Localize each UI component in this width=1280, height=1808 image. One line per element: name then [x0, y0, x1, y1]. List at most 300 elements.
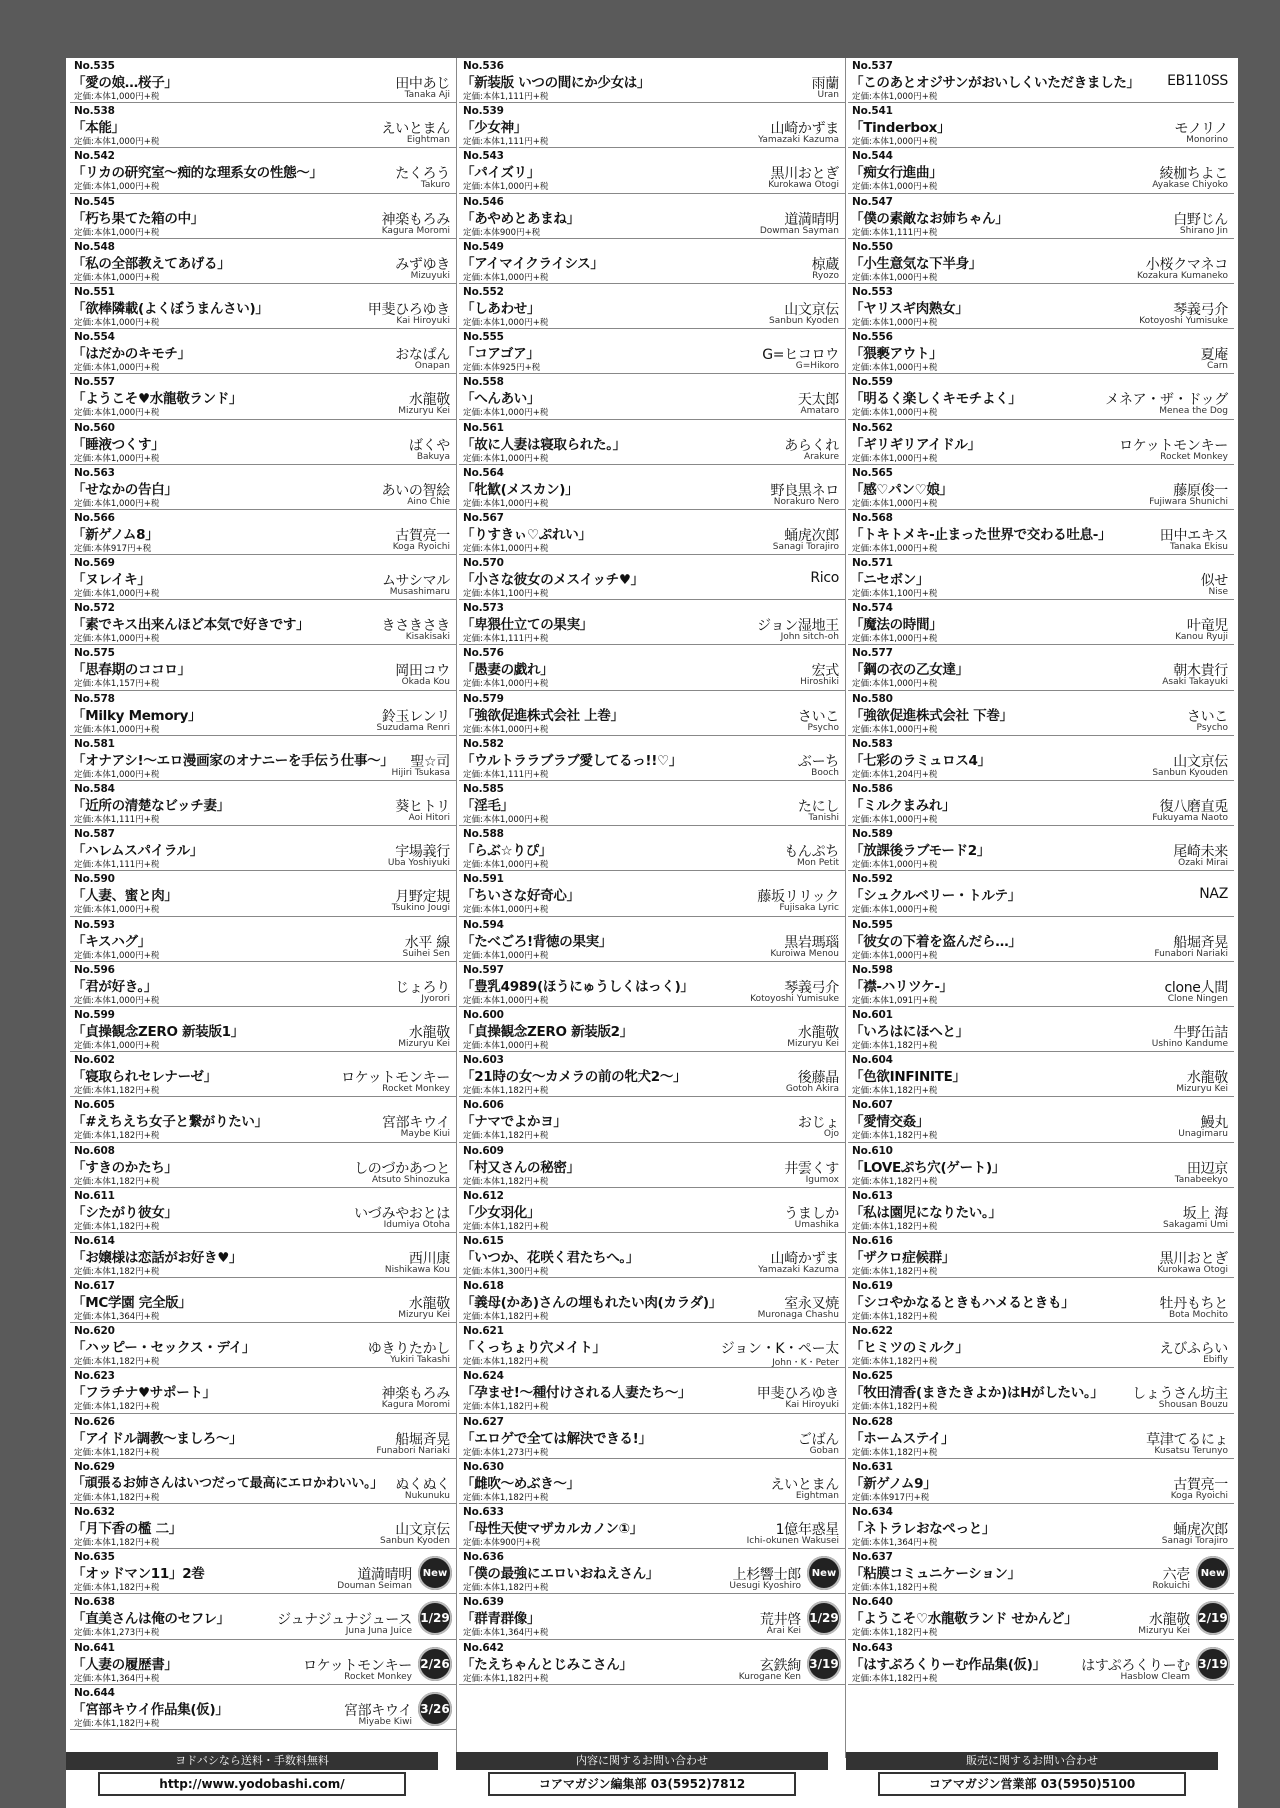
catalog-entry	[70, 329, 456, 374]
entry-number: No.626	[74, 1415, 115, 1428]
entry-author: ムサシマル	[382, 573, 450, 590]
catalog-entry	[848, 781, 1234, 826]
catalog-entry	[848, 510, 1234, 555]
entry-author: 牡丹もちと	[1159, 1296, 1228, 1313]
entry-title: 「LOVEぷち穴(ゲート)」	[850, 1159, 1006, 1176]
entry-number: No.620	[74, 1325, 115, 1338]
entry-number: No.579	[463, 692, 504, 705]
entry-author-romaji: Goban	[809, 1445, 839, 1456]
entry-price: 定価:本体1,000円+税	[74, 363, 160, 374]
entry-title: 「強欲促進株式会社 上巻」	[461, 707, 624, 724]
catalog-entry	[848, 555, 1234, 600]
entry-number: No.571	[852, 557, 893, 570]
entry-author: 坂上 海	[1182, 1205, 1228, 1222]
entry-title: 「キスハグ」	[72, 933, 151, 950]
entry-author: あらくれ	[784, 437, 839, 454]
entry-author: 白野じん	[1173, 211, 1228, 228]
catalog-column-1	[70, 58, 456, 1730]
entry-author: 牛野缶詰	[1173, 1024, 1228, 1041]
entry-price: 定価:本体1,182円+税	[74, 1492, 160, 1503]
entry-author-romaji: Arai Kei	[766, 1626, 801, 1637]
entry-title: 「卑猥仕立ての果実」	[461, 617, 593, 634]
entry-author-romaji: Psycho	[1196, 722, 1228, 733]
entry-price: 定価:本体1,182円+税	[74, 1402, 160, 1413]
entry-title: 「シたがり彼女」	[72, 1204, 178, 1221]
entry-title: 「愛情交姦」	[850, 1114, 930, 1131]
entry-title: 「新ゲノム8」	[72, 526, 159, 543]
entry-price: 定価:本体1,000円+税	[74, 408, 160, 419]
entry-author: ぶーち	[797, 753, 839, 770]
catalog-entry	[459, 917, 845, 962]
column-divider	[845, 58, 846, 1758]
entry-title: 「淫毛」	[461, 798, 514, 814]
catalog-entry	[70, 1188, 456, 1233]
entry-number: No.617	[74, 1280, 115, 1293]
entry-title: 「直美さんは俺のセフレ」	[72, 1611, 230, 1628]
entry-number: No.588	[463, 828, 504, 841]
catalog-entry	[459, 239, 845, 284]
entry-title: 「襟-ハリツケ-」	[850, 978, 953, 995]
entry-author: さいこ	[1186, 708, 1228, 725]
entry-price: 定価:本体1,182円+税	[852, 1221, 938, 1232]
entry-title: 「ニセボン」	[850, 572, 930, 589]
entry-title: 「パイズリ」	[461, 165, 541, 182]
entry-author-romaji: Rocket Monkey	[382, 1084, 450, 1095]
catalog-entry	[459, 1323, 845, 1368]
entry-author-romaji: Mizuryu Kei	[1138, 1626, 1190, 1637]
entry-author: 宏式	[811, 663, 839, 680]
entry-number: No.576	[463, 647, 504, 660]
entry-author: 宮部キウイ	[381, 1115, 450, 1132]
entry-title: 「Tinderbox」	[850, 120, 951, 137]
entry-price: 定価:本体1,000円+税	[463, 724, 549, 735]
entry-number: No.637	[852, 1551, 893, 1564]
entry-author-romaji: Kurogane Ken	[738, 1671, 801, 1682]
entry-number: No.621	[463, 1325, 504, 1338]
entry-price: 定価:本体1,273円+税	[463, 1447, 549, 1458]
entry-number: No.565	[852, 466, 893, 479]
entry-author-romaji: Juna Juna Juice	[345, 1626, 412, 1637]
new-badge: New	[807, 1556, 841, 1590]
catalog-entry	[70, 917, 456, 962]
entry-title: 「ようこそ♥水龍敬ランド」	[72, 391, 243, 408]
entry-author-romaji: Tsukino Jougi	[391, 903, 450, 914]
entry-author-romaji: Ebifly	[1203, 1355, 1228, 1366]
entry-number: No.604	[852, 1054, 893, 1067]
entry-author-romaji: Tanabeekyo	[1174, 1174, 1228, 1185]
entry-author: ジュナジュナジュース	[277, 1612, 412, 1629]
entry-title: 「七彩のラミュロス4」	[850, 752, 991, 769]
entry-author-romaji: Fukuyama Naoto	[1152, 813, 1228, 823]
contact-footer	[66, 1752, 1238, 1798]
entry-price: 定価:本体1,204円+税	[852, 769, 938, 780]
entry-title: 「愚妻の戯れ」	[461, 662, 554, 679]
catalog-entry	[459, 645, 845, 690]
entry-number: No.543	[463, 150, 504, 163]
entry-author: 月野定規	[395, 889, 450, 906]
entry-price: 定価:本体1,111円+税	[852, 227, 938, 238]
entry-title: 「故に人妻は寝取られた。」	[461, 436, 626, 453]
entry-title: 「#えちえち女子と繋がりたい」	[72, 1114, 268, 1131]
entry-author: 朝木貴行	[1173, 663, 1228, 680]
catalog-entry	[459, 826, 845, 871]
entry-title: 「Milky Memory」	[72, 707, 202, 724]
catalog-entry	[459, 1233, 845, 1278]
entry-price: 定価:本体1,000円+税	[463, 543, 549, 554]
entry-author: 夏庵	[1200, 347, 1228, 364]
entry-author-romaji: Ushino Kandume	[1151, 1038, 1228, 1049]
entry-author-romaji: Funabori Nariaki	[376, 1445, 450, 1456]
entry-author: 藤原俊一	[1173, 482, 1228, 499]
entry-title: 「ヒミツのミルク」	[850, 1340, 969, 1357]
entry-price: 定価:本体1,000円+税	[852, 634, 938, 645]
entry-price: 定価:本体1,182円+税	[74, 1176, 160, 1187]
catalog-entry	[848, 1233, 1234, 1278]
entry-title: 「明るく楽しくキモチよく」	[850, 391, 1022, 408]
entry-number: No.605	[74, 1099, 115, 1112]
entry-price: 定価:本体1,157円+税	[74, 679, 160, 690]
entry-author: 椋蔵	[811, 256, 839, 273]
footer-url[interactable]: http://www.yodobashi.com/	[98, 1772, 406, 1796]
entry-author-romaji: John sitch-oh	[780, 632, 839, 643]
entry-number: No.591	[463, 873, 504, 886]
entry-price: 定価:本体1,000円+税	[852, 453, 938, 464]
entry-title: 「ギリギリアイドル」	[850, 436, 981, 453]
entry-author: えいとまん	[381, 121, 450, 138]
entry-author-romaji: Muronaga Chashu	[757, 1310, 839, 1321]
entry-price: 定価:本体1,000円+税	[74, 589, 160, 600]
entry-title: 「鋼の衣の乙女達」	[850, 662, 969, 679]
catalog-entry	[70, 826, 456, 871]
entry-author-romaji: Eightman	[406, 135, 450, 146]
catalog-entry	[459, 510, 845, 555]
entry-author: Rico	[810, 570, 839, 587]
entry-author: 復八磨直兎	[1159, 799, 1228, 815]
catalog-entry	[459, 1504, 845, 1549]
entry-number: No.615	[463, 1234, 504, 1247]
entry-price: 定価:本体1,000円+税	[74, 995, 160, 1006]
entry-number: No.564	[463, 466, 504, 479]
entry-price: 定価:本体1,182円+税	[74, 1718, 160, 1729]
catalog-entry	[70, 58, 456, 103]
entry-number: No.582	[463, 737, 504, 750]
entry-author: えいとまん	[770, 1476, 839, 1493]
entry-number: No.594	[463, 918, 504, 931]
catalog-entry	[70, 1368, 456, 1413]
entry-number: No.548	[74, 240, 115, 253]
entry-number: No.562	[852, 421, 893, 434]
entry-author-romaji: Sanbun Kyoden	[380, 1536, 450, 1546]
entry-author-romaji: Unagimaru	[1178, 1129, 1228, 1140]
entry-number: No.623	[74, 1370, 115, 1383]
entry-author-romaji: Dowman Sayman	[759, 225, 839, 236]
entry-title: 「痴女行進曲」	[850, 165, 943, 182]
entry-price: 定価:本体1,000円+税	[74, 634, 160, 645]
entry-title: 「シュクルベリー・トルテ」	[850, 888, 1021, 905]
entry-author-romaji: Rocket Monkey	[344, 1671, 412, 1682]
catalog-entry	[70, 1007, 456, 1052]
entry-author-romaji: Hiroshiki	[800, 677, 839, 688]
footer-sales	[846, 1752, 1218, 1798]
entry-price: 定価:本体1,182円+税	[74, 1538, 160, 1548]
entry-price: 定価:本体1,000円+税	[463, 679, 549, 690]
entry-title: 「寝取られセレナーゼ」	[72, 1069, 217, 1086]
entry-author: 叶竜児	[1186, 618, 1228, 635]
catalog-entry	[459, 1459, 845, 1504]
entry-price: 定価:本体1,000円+税	[74, 905, 160, 916]
entry-title: 「新装版 いつの間にか少女は」	[461, 75, 651, 91]
entry-author: 六壱	[1162, 1567, 1190, 1584]
entry-price: 定価:本体1,182円+税	[852, 1040, 938, 1051]
catalog-entry	[848, 239, 1234, 284]
catalog-entry	[70, 1052, 456, 1097]
entry-title: 「色欲INFINITE」	[850, 1069, 966, 1086]
entry-author: G=ヒコロウ	[762, 347, 839, 364]
entry-author-romaji: Nise	[1208, 587, 1228, 598]
entry-title: 「ホームステイ」	[850, 1430, 955, 1447]
entry-title: 「小生意気な下半身」	[850, 255, 982, 272]
entry-title: 「猥褻アウト」	[850, 346, 943, 363]
entry-number: No.595	[852, 918, 893, 931]
entry-title: 「リカの研究室～痴的な理系女の性態～」	[72, 165, 323, 182]
entry-author-romaji: Uba Yoshiyuki	[387, 858, 450, 869]
entry-author: 古賀亮一	[395, 527, 450, 544]
entry-price: 定価:本体1,000円+税	[463, 1040, 549, 1051]
entry-price: 定価:本体1,000円+税	[74, 227, 160, 238]
catalog-entry	[459, 284, 845, 329]
entry-title: 「群青群像」	[461, 1611, 541, 1628]
entry-price: 定価:本体1,000円+税	[852, 182, 938, 193]
entry-number: No.560	[74, 421, 115, 434]
entry-author: 小桜クマネコ	[1145, 256, 1228, 273]
entry-title: 「村又さんの秘密」	[461, 1159, 580, 1176]
entry-number: No.641	[74, 1641, 115, 1654]
entry-title: 「孕ませ!～種付けされる人妻たち～」	[461, 1385, 692, 1402]
entry-author: ジョン湿地王	[757, 618, 839, 635]
entry-author: 神楽もろみ	[381, 1386, 450, 1403]
entry-number: No.628	[852, 1415, 893, 1428]
entry-title: 「人妻の履歴書」	[72, 1656, 178, 1673]
entry-number: No.580	[852, 692, 893, 705]
entry-price: 定価:本体1,000円+税	[852, 363, 938, 374]
entry-author: 岡田コウ	[395, 663, 450, 680]
entry-price: 定価:本体1,000円+税	[852, 724, 938, 735]
entry-price: 定価:本体1,182円+税	[74, 1357, 160, 1368]
new-badge: New	[1196, 1556, 1230, 1590]
entry-price: 定価:本体1,000円+税	[852, 272, 938, 283]
entry-number: No.603	[463, 1054, 504, 1067]
catalog-entry	[459, 329, 845, 374]
entry-author: 天太郎	[797, 392, 839, 409]
catalog-entry	[70, 374, 456, 419]
entry-author-romaji: Kagura Moromi	[381, 1400, 450, 1411]
entry-author: 尾崎未来	[1173, 844, 1228, 861]
catalog-entry	[459, 420, 845, 465]
entry-number: No.629	[74, 1460, 115, 1473]
entry-price: 定価:本体1,000円+税	[74, 769, 160, 780]
entry-author: 綾枷ちよこ	[1159, 166, 1228, 183]
entry-price: 定価:本体1,000円+税	[74, 92, 160, 102]
entry-number: No.567	[463, 511, 504, 524]
entry-author: 水龍敬	[1186, 1070, 1228, 1087]
entry-author-romaji: Aoi Hitori	[408, 813, 450, 823]
entry-author: 水龍敬	[408, 392, 450, 409]
entry-author-romaji: Carn	[1206, 361, 1228, 372]
entry-number: No.568	[852, 511, 893, 524]
entry-author-romaji: Ozaki Mirai	[1178, 858, 1228, 869]
entry-title: 「本能」	[72, 120, 125, 137]
catalog-entry	[459, 600, 845, 645]
entry-author-romaji: Yamazaki Kazuma	[758, 135, 839, 146]
entry-title: 「君が好き。」	[72, 978, 158, 995]
catalog-entry	[848, 1188, 1234, 1233]
release-date-badge: 3/19	[1196, 1647, 1230, 1681]
entry-author: 雨蘭	[811, 76, 839, 92]
entry-number: No.631	[852, 1460, 893, 1473]
entry-price: 定価:本体1,182円+税	[74, 1086, 160, 1097]
entry-number: No.644	[74, 1686, 115, 1699]
entry-author-romaji: Onapan	[414, 361, 450, 372]
entry-price: 定価:本体1,000円+税	[74, 317, 160, 328]
catalog-entry	[459, 736, 845, 781]
entry-number: No.547	[852, 195, 893, 208]
entry-number: No.596	[74, 963, 115, 976]
entry-author-romaji: Ryozo	[812, 270, 839, 281]
entry-author-romaji: Mizuryu Kei	[398, 406, 450, 417]
entry-number: No.634	[852, 1506, 893, 1518]
catalog-entry	[848, 1007, 1234, 1052]
entry-number: No.550	[852, 240, 893, 253]
entry-price: 定価:本体1,000円+税	[463, 860, 549, 871]
entry-title: 「魔法の時間」	[850, 617, 943, 634]
entry-title: 「思春期のココロ」	[72, 662, 191, 679]
catalog-entry	[848, 1459, 1234, 1504]
catalog-entry	[459, 1594, 845, 1639]
entry-price: 定価:本体1,091円+税	[852, 995, 938, 1006]
entry-author: 山文京伝	[784, 301, 839, 318]
entry-title: 「お嬢様は恋話がお好き♥」	[72, 1249, 243, 1266]
entry-author: 田中エキス	[1159, 527, 1228, 544]
entry-author-romaji: Uesugi Kyoshiro	[729, 1581, 801, 1592]
release-date-badge: 1/29	[807, 1601, 841, 1635]
entry-price: 定価:本体1,182円+税	[74, 1266, 160, 1277]
entry-author: 田中あじ	[395, 76, 450, 92]
catalog-entry	[848, 1143, 1234, 1188]
entry-price: 定価:本体1,364円+税	[463, 1628, 549, 1639]
entry-number: No.638	[74, 1596, 115, 1609]
catalog-entry	[848, 871, 1234, 916]
entry-price: 定価:本体1,000円+税	[74, 950, 160, 961]
entry-title: 「ハッピー・セックス・デイ」	[72, 1340, 256, 1357]
entry-author: たにし	[797, 799, 839, 815]
entry-author: 蛹虎次郎	[1173, 1522, 1228, 1538]
entry-number: No.551	[74, 285, 115, 298]
entry-number: No.581	[74, 737, 115, 750]
entry-title: 「粘膜コミュニケーション」	[850, 1566, 1021, 1583]
catalog-entry	[70, 871, 456, 916]
entry-price: 定価:本体1,182円+税	[463, 1673, 549, 1684]
entry-author-romaji: Sanagi Torajiro	[772, 541, 839, 552]
catalog-entry	[459, 1052, 845, 1097]
entry-title: 「近所の清楚なビッチ妻」	[72, 798, 230, 814]
entry-title: 「ようこそ♡水龍敬ランド せかんど」	[850, 1611, 1078, 1628]
entry-title: 「フラチナ♥サポート」	[72, 1385, 216, 1402]
catalog-entry	[459, 691, 845, 736]
entry-number: No.563	[74, 466, 115, 479]
entry-title: 「月下香の檻 二」	[72, 1521, 182, 1537]
entry-author-romaji: Kanou Ryuji	[1175, 632, 1228, 643]
catalog-column-3	[848, 58, 1234, 1685]
entry-author-romaji: Clone Ningen	[1167, 993, 1228, 1004]
entry-author-romaji: Arakure	[803, 451, 839, 462]
entry-price: 定価:本体1,182円+税	[852, 1357, 938, 1368]
catalog-entry	[848, 645, 1234, 690]
entry-author-romaji: Kozakura Kumaneko	[1137, 270, 1228, 281]
entry-author: 草津てるにょ	[1146, 1431, 1228, 1448]
catalog-entry	[848, 1504, 1234, 1549]
entry-author: モノリノ	[1174, 121, 1228, 138]
entry-author-romaji: Funabori Nariaki	[1154, 948, 1228, 959]
entry-number: No.609	[463, 1144, 504, 1157]
entry-number: No.546	[463, 195, 504, 208]
entry-author-romaji: Sanbun Kyoden	[769, 315, 839, 326]
catalog-entry	[70, 962, 456, 1007]
entry-author: 山崎かずま	[770, 121, 839, 138]
catalog-entry	[70, 736, 456, 781]
entry-price: 定価:本体1,182円+税	[74, 1583, 160, 1594]
entry-number: No.561	[463, 421, 504, 434]
entry-author-romaji: Tanishi	[808, 813, 839, 823]
catalog-entry	[459, 148, 845, 193]
entry-author: たくろう	[395, 166, 450, 183]
entry-price: 定価:本体1,000円+税	[74, 272, 160, 283]
entry-author: 井雲くす	[784, 1160, 839, 1177]
entry-price: 定価:本体1,182円+税	[463, 1357, 549, 1368]
entry-number: No.598	[852, 963, 893, 976]
catalog-entry	[70, 103, 456, 148]
entry-author-romaji: Sanagi Torajiro	[1161, 1536, 1228, 1546]
entry-author: 室永叉焼	[784, 1296, 839, 1313]
entry-author: ばくや	[408, 437, 450, 454]
entry-number: No.535	[74, 60, 115, 72]
entry-title: 「りすきぃ♡ぷれい」	[461, 526, 592, 543]
entry-title: 「はだかのキモチ」	[72, 346, 191, 363]
entry-author: 水龍敬	[1148, 1612, 1190, 1629]
entry-number: No.636	[463, 1551, 504, 1564]
entry-price: 定価:本体1,000円+税	[463, 950, 549, 961]
catalog-entry	[70, 510, 456, 555]
catalog-entry	[70, 420, 456, 465]
entry-title: 「放課後ラブモード2」	[850, 843, 991, 860]
entry-author-romaji: Ojo	[823, 1129, 839, 1140]
catalog-entry	[70, 600, 456, 645]
entry-author-romaji: Yukiri Takashi	[390, 1355, 450, 1366]
footer-heading: ヨドバシなら送料・手数料無料	[66, 1752, 438, 1770]
entry-number: No.633	[463, 1506, 504, 1518]
entry-number: No.573	[463, 602, 504, 615]
entry-author: さいこ	[797, 708, 839, 725]
entry-author: 聖☆司	[410, 753, 450, 770]
entry-title: 「ウルトララブラブ愛してるっ!!♡」	[461, 752, 683, 769]
entry-title: 「しあわせ」	[461, 300, 541, 317]
entry-author: 琴義弓介	[1173, 301, 1228, 318]
entry-author: 宮部キウイ	[343, 1702, 412, 1719]
entry-author-romaji: Sanbun Kyouden	[1152, 767, 1228, 778]
entry-number: No.569	[74, 557, 115, 570]
entry-author-romaji: Hijiri Tsukasa	[391, 767, 450, 778]
entry-author: 船堀斉晃	[1173, 934, 1228, 951]
entry-number: No.614	[74, 1234, 115, 1247]
